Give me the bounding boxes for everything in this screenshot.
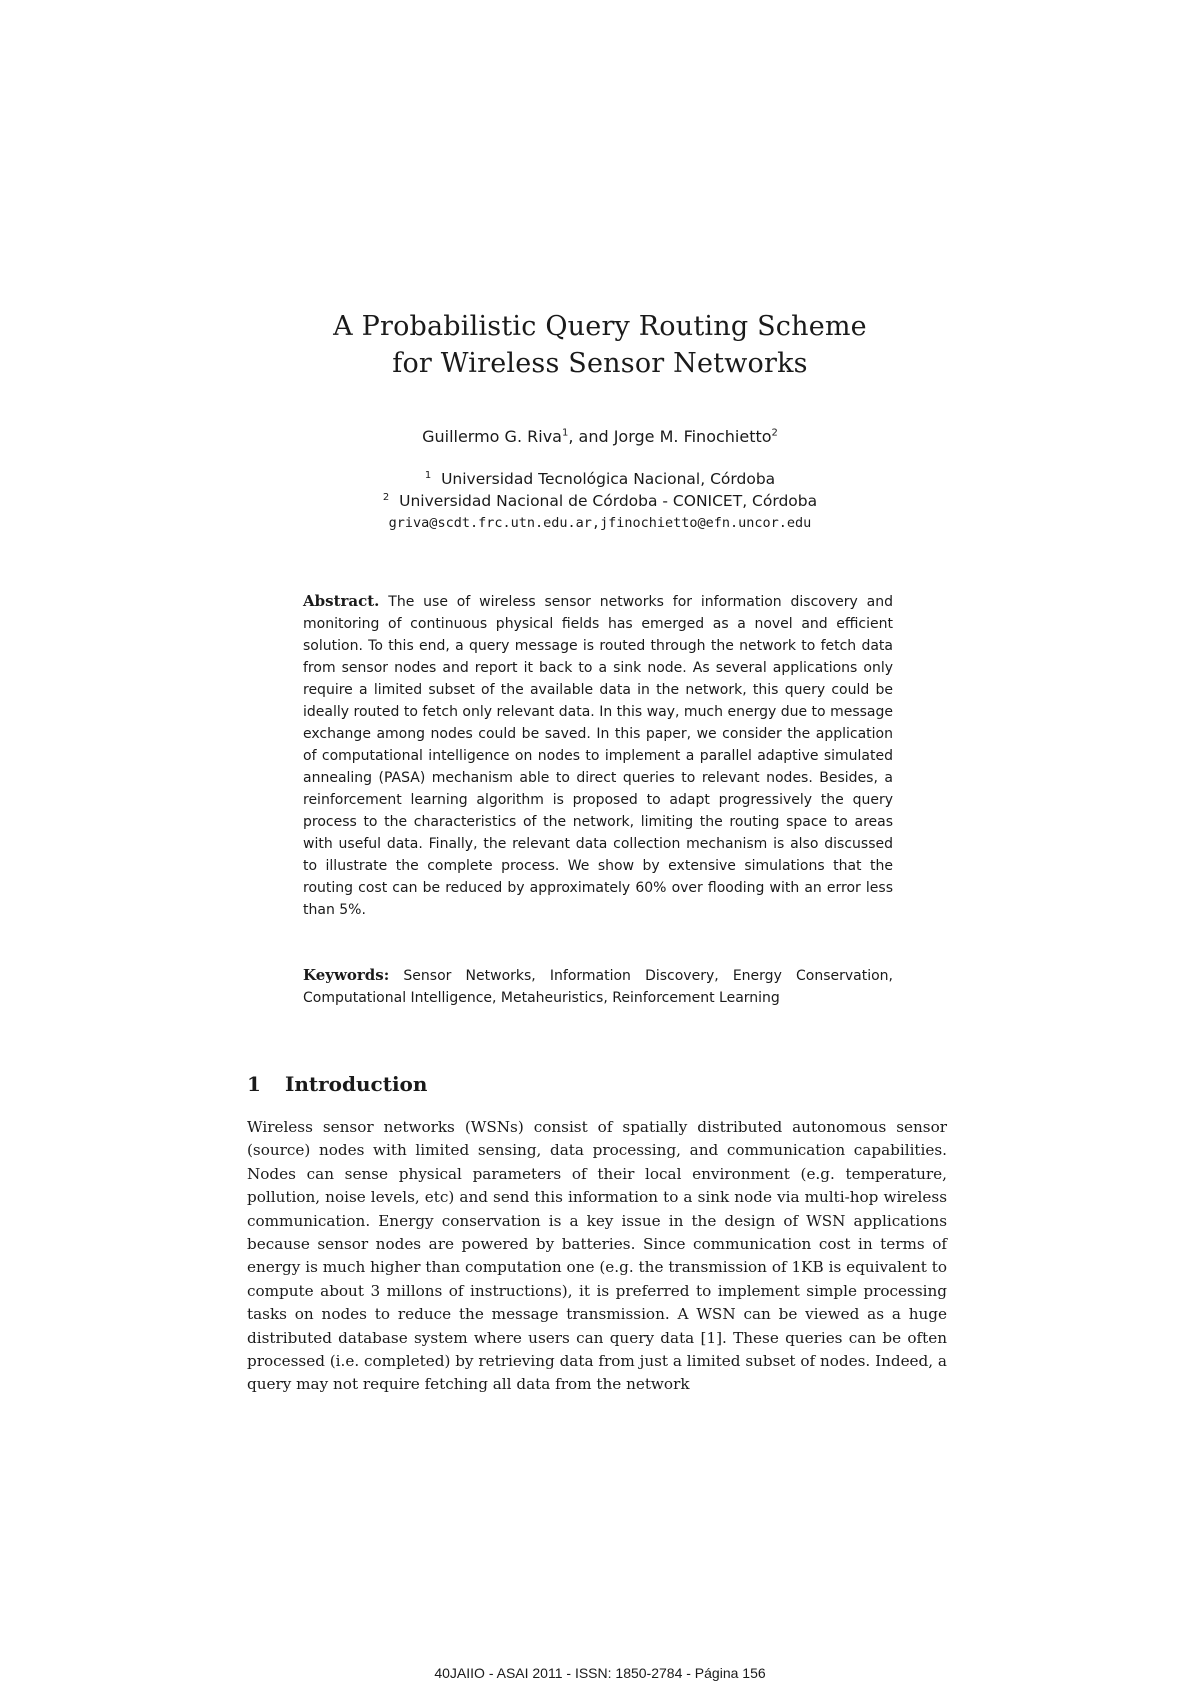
author-name: Jorge M. Finochietto xyxy=(613,427,772,446)
author-emails: griva@scdt.frc.utn.edu.ar,jfinochietto@efn.uncor.edu xyxy=(388,515,812,531)
section-number: 1 xyxy=(247,1072,261,1096)
affiliation-text: Universidad Nacional de Córdoba - CONICET, Córdoba xyxy=(399,492,818,510)
abstract xyxy=(303,590,893,921)
paper-title xyxy=(0,308,1200,382)
keywords-label: Keywords: xyxy=(303,966,390,984)
author-separator: , and xyxy=(568,427,614,446)
affiliation-line xyxy=(0,468,1200,490)
section-title: Introduction xyxy=(285,1072,428,1096)
title-line-2: for Wireless Sensor Networks xyxy=(392,348,808,379)
affiliation-mark: 1 xyxy=(561,427,569,439)
section-heading xyxy=(247,1070,427,1098)
introduction-paragraph: Wireless sensor networks (WSNs) consist of spatially distributed autonomous sensor (source) nodes with limited sensing, data processing, and communication capabilities. Nodes can sense physical parameters of their local environment (e.g. temperature, pollution, noise levels, etc) and send this information to a sink node via multi-hop wireless communication. Energy conservation is a key issue in the design of WSN applications because sensor nodes are powered by batteries. Since communication cost in terms of energy is much higher than computation one (e.g. the transmission of 1KB is equivalent to compute about 3 millons of instructions), it is preferred to implement simple processing tasks on nodes to reduce the message transmission. A WSN can be viewed as a huge distributed database system where users can query data [1]. These queries can be often processed (i.e. completed) by retrieving data from just a limited subset of nodes. Indeed, a query may not require fetching all data from the network xyxy=(247,1118,947,1394)
affiliation-mark: 1 xyxy=(424,469,432,481)
affiliation-mark: 2 xyxy=(771,427,778,439)
affiliation-text: Universidad Tecnológica Nacional, Córdoba xyxy=(441,470,776,488)
affiliation-mark: 2 xyxy=(382,491,390,503)
page-footer: 40JAIIO - ASAI 2011 - ISSN: 1850-2784 - Página 156 xyxy=(434,1665,766,1681)
author-name: Guillermo G. Riva xyxy=(422,427,562,446)
author-list xyxy=(0,426,1200,448)
affiliation-line xyxy=(0,490,1200,512)
affiliations xyxy=(0,468,1200,534)
abstract-label: Abstract. xyxy=(303,592,380,610)
keywords-text: Sensor Networks, Information Discovery, Energy Conservation, Computational Intelligence, Metaheuristics, Reinforcement Learning xyxy=(303,968,894,1006)
abstract-text: The use of wireless sensor networks for information discovery and monitoring of continuous physical fields has emerged as a novel and efficient solution. To this end, a query message is routed through the network to fetch data from sensor nodes and report it back to a sink node. As several applications only require a limited subset of the available data in the network, this query could be ideally routed to fetch only relevant data. In this way, much energy due to message exchange among nodes could be saved. In this paper, we consider the application of computational intelligence on nodes to implement a parallel adaptive simulated annealing (PASA) mechanism able to direct queries to relevant nodes. Besides, a reinforcement learning algorithm is proposed to adapt progressively the query process to the characteristics of the network, limiting the routing space to areas with useful data. Finally, the relevant data collection mechanism is also discussed to illustrate the complete process. We show by extensive simulations that the routing cost can be reduced by approximately 60% over flooding with an error less than 5%. xyxy=(303,594,893,918)
title-line-1: A Probabilistic Query Routing Scheme xyxy=(333,311,867,342)
keywords xyxy=(303,964,893,1009)
